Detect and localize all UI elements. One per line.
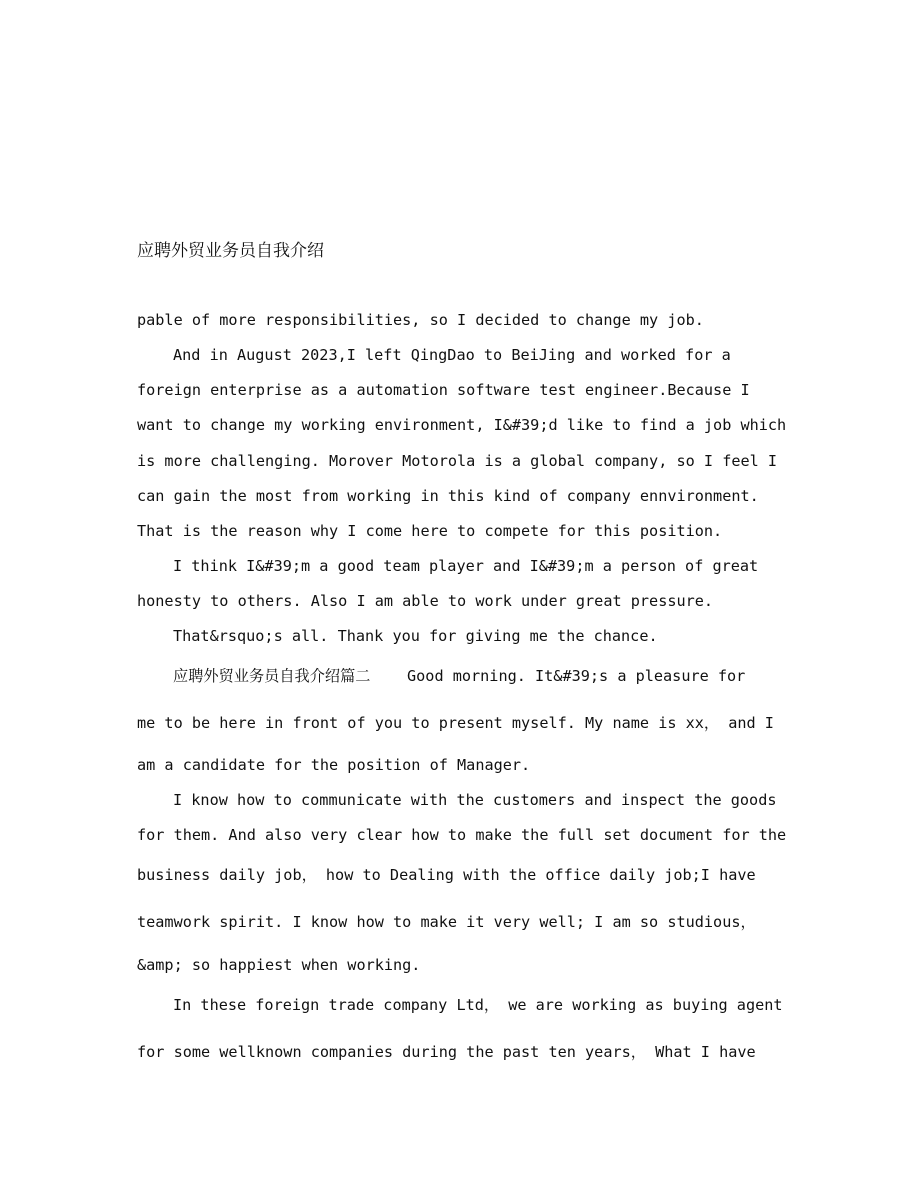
paragraph-line: is more challenging. Morover Motorola is a global company, so I feel I — [137, 452, 778, 470]
paragraph-line: 应聘外贸业务员自我介绍篇二 Good morning. It&#39;s a pleasure for — [173, 667, 746, 685]
paragraph-line: for some wellknown companies during the past ten years， What I have — [137, 1043, 756, 1061]
paragraph-line: can gain the most from working in this kind of company ennvironment. — [137, 487, 759, 505]
paragraph-line: teamwork spirit. I know how to make it very well; I am so studious， — [137, 913, 756, 931]
paragraph-line: I know how to communicate with the customers and inspect the goods — [173, 791, 777, 809]
paragraph-line: In these foreign trade company Ltd， we are working as buying agent — [173, 996, 783, 1014]
document-title: 应聘外贸业务员自我介绍 — [137, 241, 324, 261]
paragraph-line: That&rsquo;s all. Thank you for giving me the chance. — [173, 627, 658, 645]
paragraph-line: am a candidate for the position of Manager. — [137, 756, 531, 774]
paragraph-line: That is the reason why I come here to compete for this position. — [137, 522, 723, 540]
paragraph-line: I think I&#39;m a good team player and I&#39;m a person of great — [173, 557, 759, 575]
paragraph-line: &amp; so happiest when working. — [137, 956, 421, 974]
paragraph-line: And in August 2023,I left QingDao to BeiJing and worked for a — [173, 346, 731, 364]
paragraph-line: business daily job， how to Dealing with the office daily job;I have — [137, 866, 756, 884]
paragraph-line: for them. And also very clear how to make the full set document for the — [137, 826, 787, 844]
paragraph-line: me to be here in front of you to present myself. My name is xx， and I — [137, 714, 774, 732]
paragraph-line: honesty to others. Also I am able to work under great pressure. — [137, 592, 714, 610]
paragraph-line: pable of more responsibilities, so I decided to change my job. — [137, 311, 704, 329]
paragraph-line: want to change my working environment, I&#39;d like to find a job which — [137, 416, 787, 434]
paragraph-line: foreign enterprise as a automation software test engineer.Because I — [137, 381, 750, 399]
